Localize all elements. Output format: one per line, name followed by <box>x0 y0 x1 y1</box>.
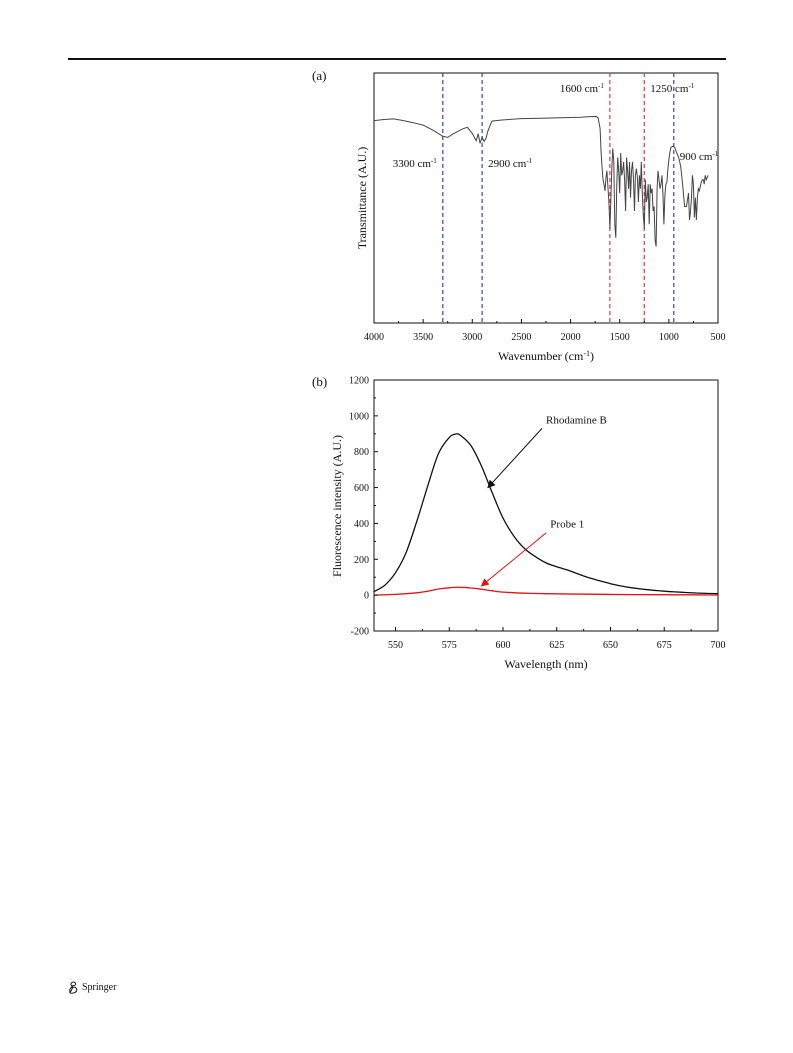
y-tick-label: 1200 <box>349 375 369 387</box>
y-tick-label: 1000 <box>349 411 369 423</box>
x-tick-label: 650 <box>603 640 618 651</box>
panel-a-label: (a) <box>312 68 327 83</box>
chart-a-ylabel: Transmittance (A.U.) <box>355 146 369 250</box>
x-tick-label: 3500 <box>413 332 434 343</box>
x-tick-label: 4000 <box>364 332 384 343</box>
x-tick-label: 2500 <box>511 332 532 343</box>
publisher-name: Springer <box>82 982 117 993</box>
chart-a-frame <box>374 73 718 323</box>
y-tick-label: -200 <box>350 626 369 638</box>
x-tick-label: 700 <box>710 640 726 651</box>
rhodamine-b-line <box>374 434 718 594</box>
x-tick-label: 600 <box>495 640 511 651</box>
panel-b-label: (b) <box>312 374 328 389</box>
marker-label: 900 $cm^{-1}$ <box>679 150 719 163</box>
chart-b-xlabel: Wavelength (nm) <box>504 657 588 671</box>
x-tick-label: 2000 <box>560 332 581 343</box>
y-tick-label: 0 <box>364 590 369 602</box>
x-tick-label: 575 <box>441 640 457 651</box>
y-tick-label: 600 <box>354 483 369 495</box>
x-tick-label: 1500 <box>609 332 630 343</box>
publisher-footer <box>68 981 116 994</box>
annotation-arrow <box>488 428 542 487</box>
y-tick-label: 800 <box>354 447 369 459</box>
annotation-arrow <box>482 533 547 586</box>
annotation-label: Rhodamine B <box>546 414 607 427</box>
marker-label: 1600 $cm^{-1}$ <box>559 82 604 95</box>
chart-b-ylabel: Fluorescence intensity (A.U.) <box>330 435 344 577</box>
chart-a-xlabel: Wavenumber $(cm^{-1})$ <box>497 349 595 363</box>
x-tick-label: 625 <box>549 640 565 651</box>
marker-label: 1250 $cm^{-1}$ <box>650 82 695 95</box>
annotation-label: Probe 1 <box>550 518 585 531</box>
ir-spectrum-line <box>374 116 708 246</box>
y-tick-label: 200 <box>354 554 369 566</box>
x-tick-label: 550 <box>388 640 403 651</box>
marker-label: 2900 $cm^{-1}$ <box>488 157 533 170</box>
x-tick-label: 500 <box>710 332 726 343</box>
x-tick-label: 3000 <box>462 332 483 343</box>
marker-label: 3300 $cm^{-1}$ <box>392 157 437 170</box>
x-tick-label: 1000 <box>658 332 679 343</box>
chart-b <box>312 374 726 671</box>
springer-logo-icon <box>68 981 79 994</box>
chart-a <box>312 68 726 363</box>
y-tick-label: 400 <box>354 518 369 530</box>
x-tick-label: 675 <box>656 640 672 651</box>
